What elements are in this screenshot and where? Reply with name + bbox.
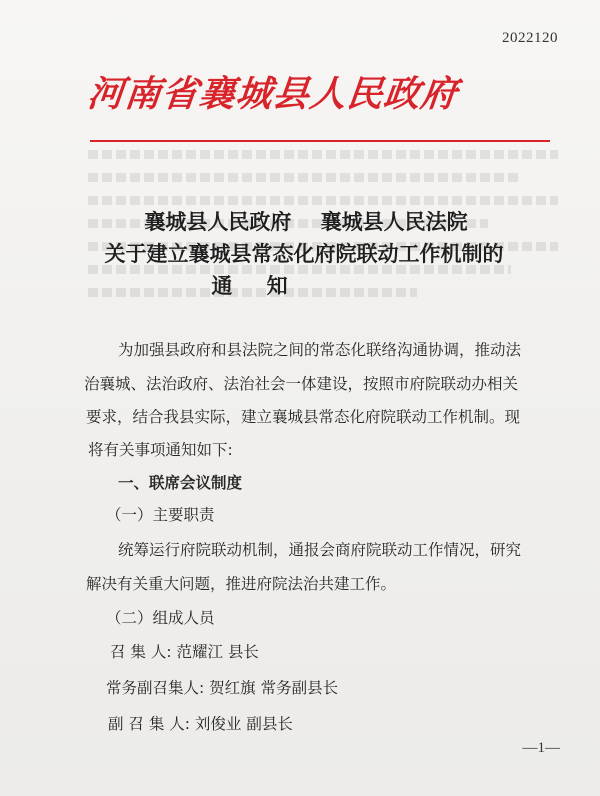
duties-paragraph-line-2: 解决有关重大问题，推进府院法治共建工作。 <box>86 575 397 593</box>
intro-paragraph-line-1: 为加强县政府和县法院之间的常态化联络沟通协调，推动法 <box>118 341 522 359</box>
section-heading-1: 一、联席会议制度 <box>118 474 243 492</box>
red-divider-line <box>90 140 550 142</box>
document-number: 2022120 <box>502 30 558 46</box>
issuer-header: 河南省襄城县人民政府 <box>85 73 460 115</box>
duties-paragraph-line-1: 统筹运行府院联动机制，通报会商府院联动工作情况，研究 <box>118 541 522 559</box>
page-number: —1— <box>522 740 560 756</box>
intro-paragraph-line-2: 治襄城、法治政府、法治社会一体建设，按照市府院联动办相关 <box>84 375 519 393</box>
notice-title-line-3: 通 知 <box>211 273 289 298</box>
member-row-convener: 召 集 人: 范耀江 县长 <box>110 643 259 661</box>
member-row-executive-deputy: 常务副召集人: 贺红旗 常务副县长 <box>106 679 339 697</box>
member-row-deputy: 副 召 集 人: 刘俊业 副县长 <box>108 715 293 733</box>
subsection-heading-2: （二）组成人员 <box>106 609 215 627</box>
intro-paragraph-line-3: 要求，结合我县实际，建立襄城县常态化府院联动工作机制。现 <box>86 408 521 426</box>
subsection-heading-1: （一）主要职责 <box>106 506 215 524</box>
intro-paragraph-line-4: 将有关事项通知如下: <box>88 441 233 459</box>
notice-title-line-1: 襄城县人民政府 襄城县人民法院 <box>144 209 468 234</box>
notice-title-line-2: 关于建立襄城县常态化府院联动工作机制的 <box>104 241 504 266</box>
